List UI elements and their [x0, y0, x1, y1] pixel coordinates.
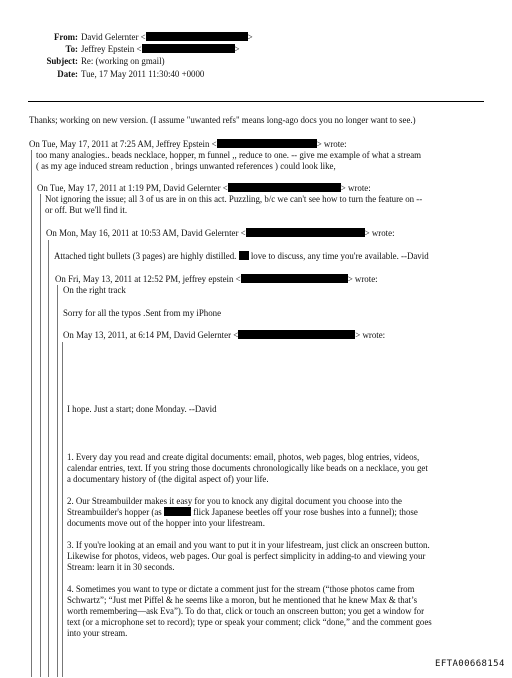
quote-line [54, 251, 429, 262]
paragraph-line [67, 507, 418, 518]
to-close: > [234, 44, 240, 55]
quote-line: ( as my age induced stream reduction , brings unwanted references ) could look like, [36, 161, 336, 171]
quote-header-suffix: > wrote: [347, 274, 378, 284]
redaction-bar [164, 507, 191, 516]
paragraph-line: text (or a microphone set to record); type or speak your comment; click “done,” and the comment goes [67, 617, 432, 627]
quote-header [37, 183, 371, 194]
redaction-bar [228, 183, 341, 192]
quote-header-text: On Tue, May 17, 2011 at 1:19 PM, David Gelernter < [37, 183, 228, 193]
date-row [0, 69, 512, 81]
quote-header [46, 228, 395, 239]
quote-bar [57, 285, 58, 677]
paragraph-line: worth remembering—ask Eva”). To do that, click or touch an onscreen button; you get a window for [67, 606, 425, 616]
redaction-bar [217, 139, 317, 148]
quote-bar [40, 194, 41, 677]
quote-header-text: On Tue, May 17, 2011 at 7:25 AM, Jeffrey Epstein < [29, 139, 217, 149]
redaction-bar [146, 32, 248, 41]
to-label: To: [65, 44, 78, 55]
paragraph-line: Likewise for photos, videos, web pages. Our goal is perfect simplicity in adding-to and viewing your [67, 551, 426, 561]
redaction-bar [241, 274, 348, 283]
quote-header-text: On Mon, May 16, 2011 at 10:53 AM, David Gelernter < [46, 228, 246, 238]
subject-label: Subject: [46, 56, 78, 67]
quote-header-suffix: > wrote: [364, 228, 395, 238]
quote-text: love to discuss, any time you're available. --David [250, 251, 429, 261]
quote-line: Not ignoring the issue; all 3 of us are in on this act. Puzzling, b/c we can't see how to turn the feature on -- [45, 194, 423, 204]
intro-line: Thanks; working on new version. (I assume "uwanted refs" means long-ago docs you no longer want to see.) [29, 115, 416, 125]
paragraph-text: Streambuilder's hopper (as [67, 507, 162, 517]
redaction-bar [239, 251, 249, 260]
paragraph-line: 3. If you're looking at an email and you want to put it in your lifestream, just click an onscreen button. [67, 540, 430, 550]
quote-line: I hope. Just a start; done Monday. --David [67, 404, 217, 414]
paragraph-line: Stream: learn it in 30 seconds. [67, 562, 175, 572]
quote-header-text: On Fri, May 13, 2011 at 12:52 PM, jeffrey epstein < [55, 274, 241, 284]
subject-value: Re: (working on gmail) [81, 56, 165, 67]
quote-header-suffix: > wrote: [355, 330, 386, 340]
date-label: Date: [57, 68, 78, 79]
to-value: Jeffrey Epstein < [81, 44, 142, 55]
from-label: From: [54, 32, 78, 42]
paragraph-line: calendar entries, text. If you string those documents chronologically like beads on a necklace, you get [67, 463, 428, 473]
paragraph-line: a documentary history of (the digital aspect of) your life. [67, 474, 269, 484]
from-value: David Gelernter < [81, 32, 146, 42]
paragraph-line: Schwartz”; “Just met Piffel & he seems like a moron, but he mentioned that he knew Max & that’s [67, 595, 418, 605]
paragraph-text: flick Japanese beetles off your rose bushes into a funnel); those [193, 507, 418, 517]
quote-line: On the right track [63, 285, 126, 295]
quote-bar [62, 342, 63, 677]
quote-header-suffix: > wrote: [340, 183, 371, 193]
paragraph-line: 1. Every day you read and create digital documents: email, photos, web pages, blog entries, videos, [67, 452, 420, 462]
quote-line: or off. But we'll find it. [45, 205, 128, 215]
bates-number: EFTA00668154 [435, 659, 505, 669]
paragraph-line: 4. Sometimes you want to type or dictate a comment just for the stream (“those photos came from [67, 584, 415, 594]
paragraph-line: 2. Our Streambuilder makes it easy for you to knock any digital document you choose into the [67, 496, 402, 506]
to-row [0, 44, 512, 56]
header-divider [28, 101, 484, 102]
quote-header-suffix: > wrote: [316, 139, 347, 149]
quote-text: Attached tight bullets (3 pages) are highly distilled. [54, 251, 237, 261]
date-value: Tue, 17 May 2011 11:30:40 +0000 [81, 68, 205, 79]
quote-bar [31, 150, 32, 677]
redaction-bar [246, 228, 365, 237]
email-header [0, 32, 512, 81]
redaction-bar [238, 330, 355, 339]
from-close: > [247, 32, 253, 42]
quote-header-text: On May 13, 2011, at 6:14 PM, David Gelernter < [63, 330, 239, 340]
subject-row [0, 56, 512, 68]
quote-line: too many analogies.. beads necklace, hopper, m funnel ,, reduce to one. -- give me example of what a stream [36, 150, 422, 160]
quote-line: Sorry for all the typos .Sent from my iPhone [63, 308, 222, 318]
quote-header [29, 139, 347, 150]
quote-bar [48, 240, 49, 677]
paragraph-line: documents move out of the hopper into your lifestream. [67, 518, 265, 528]
paragraph-line: into your stream. [67, 628, 128, 638]
quote-header [55, 274, 378, 285]
redaction-bar [142, 44, 235, 53]
from-row [0, 32, 512, 44]
quote-header [63, 330, 385, 341]
